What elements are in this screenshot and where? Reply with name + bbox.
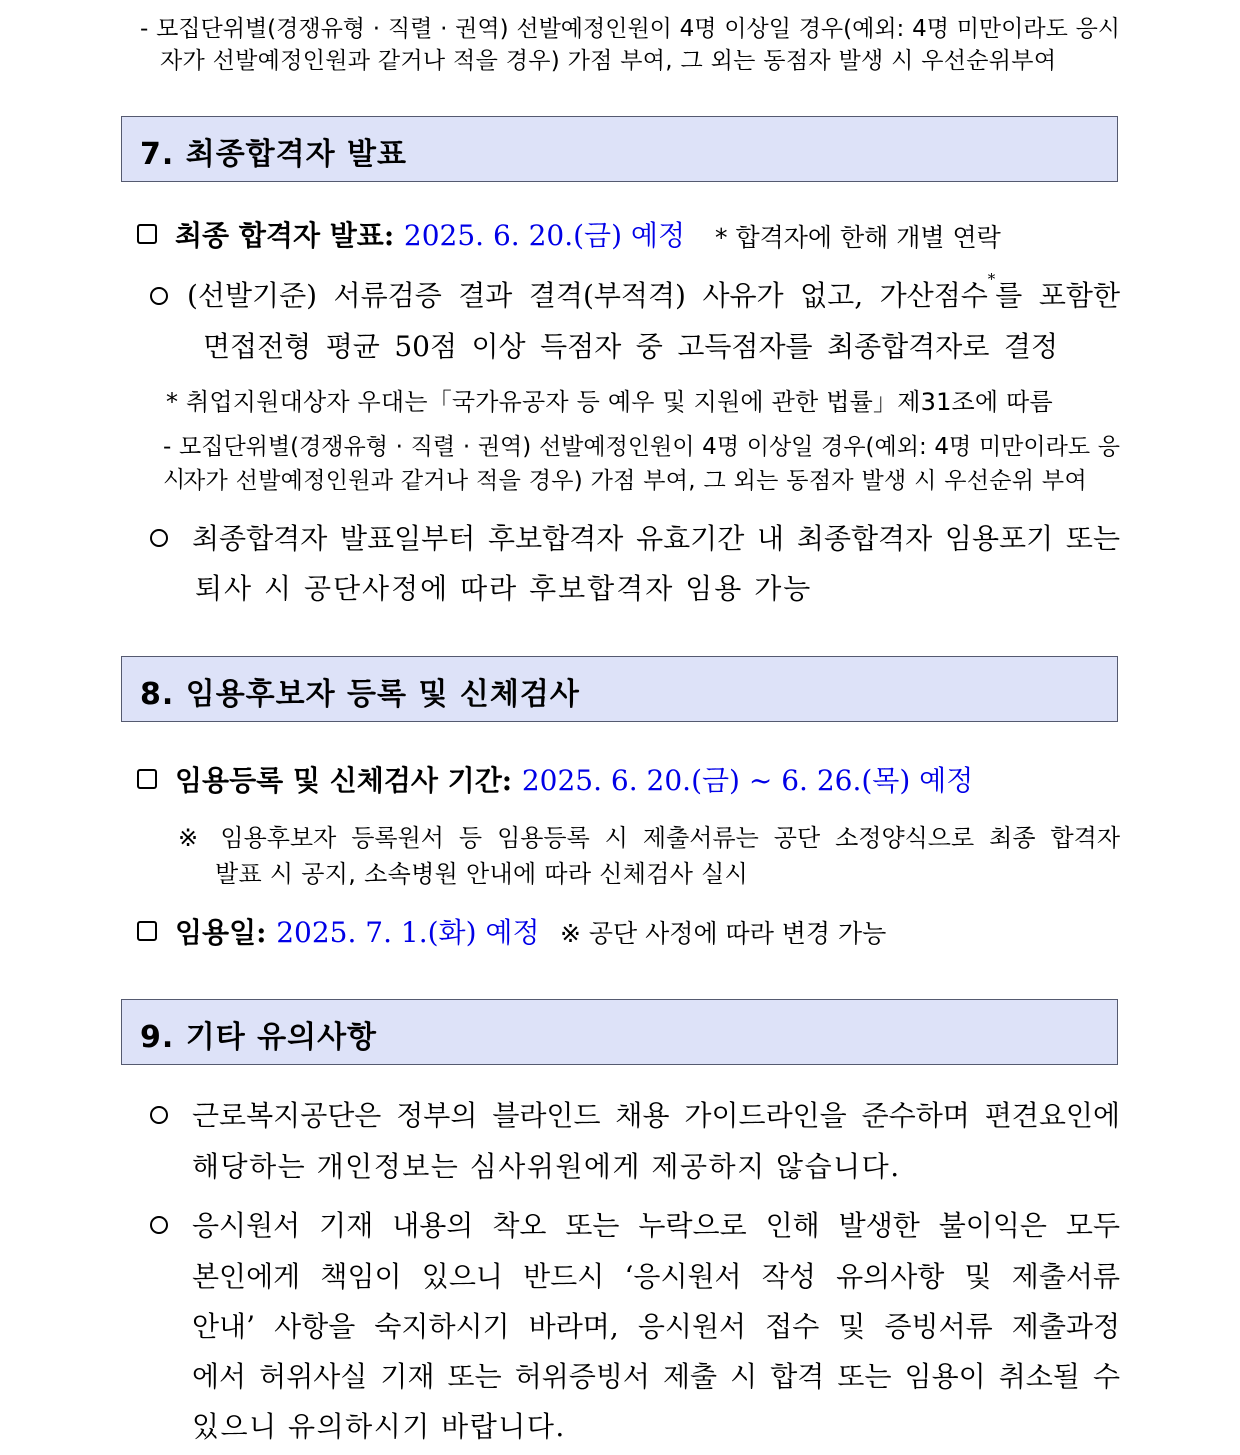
checkbox-square-icon	[137, 921, 157, 941]
criteria-line	[187, 270, 1120, 314]
note-line: ※ 임용후보자 등록원서 등 임용등록 시 제출서류는 공단 소정양식으로 최종 합격자	[178, 824, 1120, 852]
section-header-7	[121, 116, 1118, 182]
period-line	[175, 759, 973, 799]
criteria-line: 면접전형 평균 50점 이상 득점자 중 고득점자를 최종합격자로 결정	[203, 330, 1058, 363]
reserve-line: 퇴사 시 공단사정에 따라 후보합격자 임용 가능	[195, 572, 813, 605]
checkbox-square-icon	[137, 769, 157, 789]
circle-bullet-icon	[150, 287, 168, 305]
announce-label: 최종 합격자 발표:	[175, 219, 404, 252]
note-line: 발표 시 공지, 소속병원 안내에 따라 신체검사 실시	[215, 860, 749, 888]
period-date: 2025. 6. 20.(금) ~ 6. 26.(목) 예정	[521, 764, 974, 797]
footnote: * 취업지원대상자 우대는「국가유공자 등 예우 및 지원에 관한 법률」제31조에 따름	[166, 388, 1053, 416]
sub-note-line: 자가 선발예정인원과 같거나 적을 경우) 가점 부여, 그 외는 동점자 발생 시 우선순위 부여	[183, 468, 1087, 494]
section-title: 8. 임용후보자 등록 및 신체검사	[140, 677, 580, 712]
section-title: 9. 기타 유의사항	[140, 1020, 378, 1055]
item2-line: 안내’ 사항을 숙지하시기 바라며, 응시원서 접수 및 증빙서류 제출과정	[192, 1310, 1120, 1343]
appoint-line	[175, 911, 540, 951]
circle-bullet-icon	[150, 529, 168, 547]
item2-line: 본인에게 책임이 있으니 반드시 ‘응시원서 작성 유의사항 및 제출서류	[192, 1260, 1120, 1293]
sub-note-line: - 모집단위별(경쟁유형 · 직렬 · 권역) 선발예정인원이 4명 이상일 경우(예외: 4명 미만이라도 응시	[163, 434, 1120, 493]
note-line: 자가 선발예정인원과 같거나 적을 경우) 가점 부여, 그 외는 동점자 발생 시 우선순위부여	[160, 48, 1057, 74]
announce-note: * 합격자에 한해 개별 연락	[715, 223, 1001, 252]
appoint-date: 2025. 7. 1.(화) 예정	[276, 916, 540, 949]
circle-bullet-icon	[150, 1216, 168, 1234]
criteria-text: (선발기준) 서류검증 결과 결격(부적격) 사유가 없고, 가산점수	[187, 279, 988, 312]
item1-line: 해당하는 개인정보는 심사위원에게 제공하지 않습니다.	[192, 1150, 901, 1183]
announce-date: 2025. 6. 20.(금) 예정	[403, 219, 686, 252]
item2-line: 응시원서 기재 내용의 착오 또는 누락으로 인해 발생한 불이익은 모두	[192, 1209, 1120, 1242]
appoint-label: 임용일:	[175, 916, 277, 949]
section-header-8	[121, 656, 1118, 722]
section-title: 7. 최종합격자 발표	[140, 137, 408, 172]
section-header-9	[121, 999, 1118, 1065]
item2-line: 에서 허위사실 기재 또는 허위증빙서 제출 시 합격 또는 임용이 취소될 수	[192, 1360, 1120, 1393]
item2-line: 있으니 유의하시기 바랍니다.	[192, 1410, 566, 1443]
announce-line	[175, 214, 685, 254]
reserve-line: 최종합격자 발표일부터 후보합격자 유효기간 내 최종합격자 임용포기 또는	[192, 522, 1120, 555]
period-label: 임용등록 및 신체검사 기간:	[175, 764, 522, 797]
note-line: - 모집단위별(경쟁유형 · 직렬 · 권역) 선발예정인원이 4명 이상일 경우(예외: 4명 미만이라도 응시	[140, 16, 1120, 42]
circle-bullet-icon	[150, 1106, 168, 1124]
footnote-mark: *	[987, 270, 996, 288]
criteria-text: 를 포함한	[995, 279, 1120, 312]
item1-line: 근로복지공단은 정부의 블라인드 채용 가이드라인을 준수하며 편견요인에	[192, 1099, 1120, 1132]
checkbox-square-icon	[137, 224, 157, 244]
appoint-note: ※ 공단 사정에 따라 변경 가능	[560, 919, 887, 948]
